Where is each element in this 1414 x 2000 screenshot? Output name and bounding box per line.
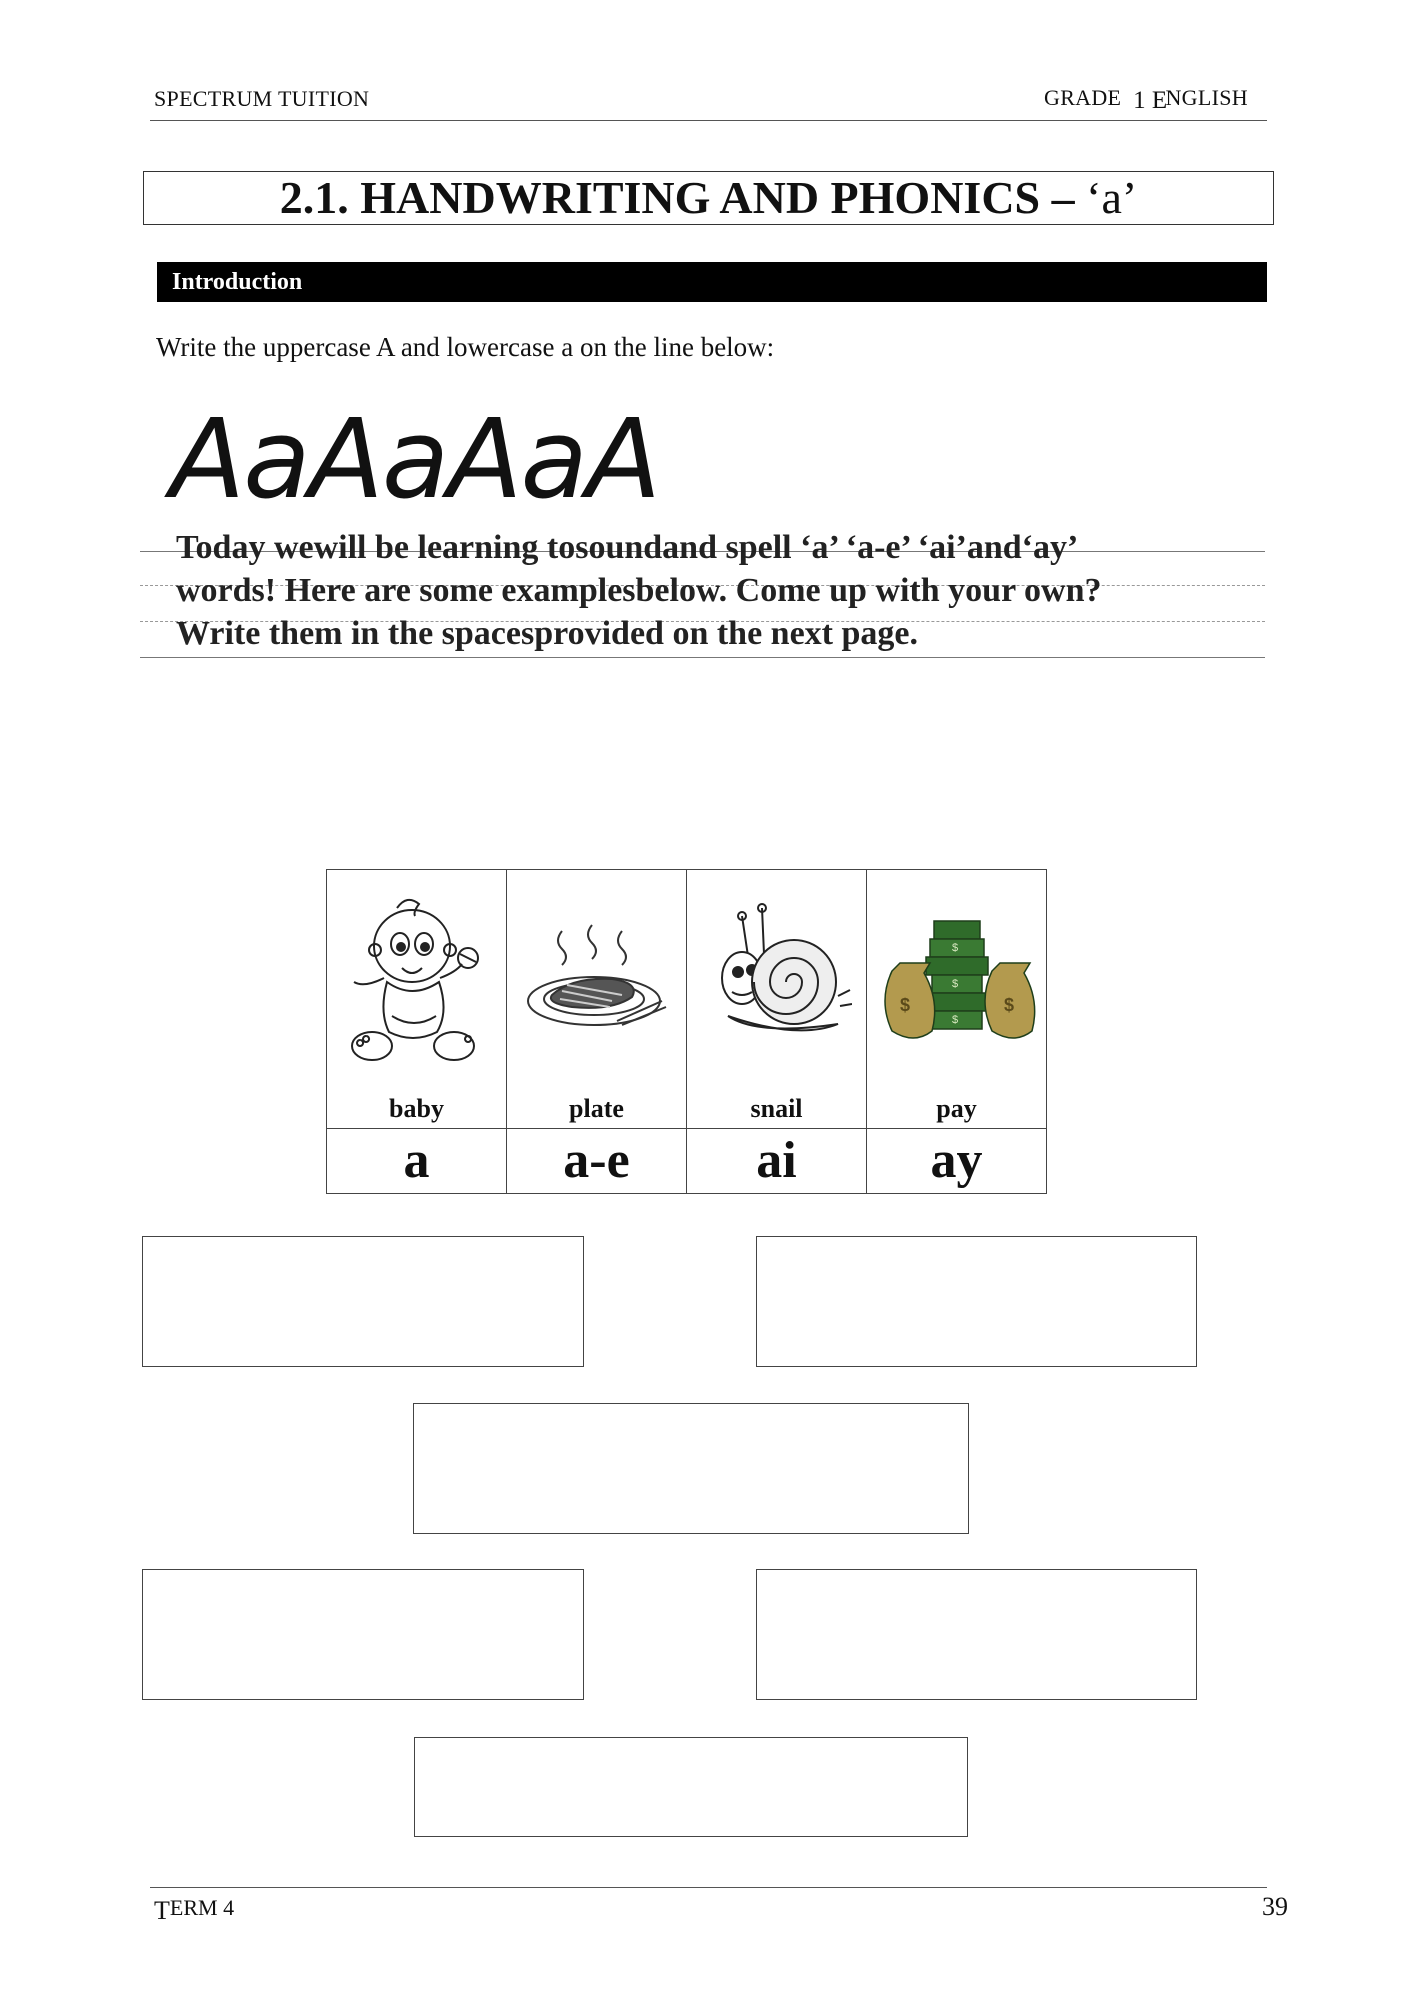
handwriting-instruction: Write the uppercase A and lowercase a on the line below: [156,332,775,362]
header-grade [1044,84,1248,112]
word-label: pay [936,1094,977,1123]
header-school-name: SPECTRUM TUITION [154,86,370,111]
word-cell-baby [327,870,507,1129]
footer-term [154,1892,235,1925]
word-label: baby [389,1094,444,1123]
word-label: plate [569,1094,624,1123]
intro-paragraph-line: words! Here are some examplesbelow. Come up with your own? [176,572,1102,609]
header-subject-rest: NGLISH [1165,85,1248,110]
header-grade-number: 1 [1133,87,1146,114]
sound-cell: ai [687,1129,867,1194]
svg-text:$: $ [951,941,958,954]
intro-paragraph [176,526,1276,655]
answer-box[interactable] [756,1236,1197,1367]
header-rule [150,120,1267,121]
page-title-letter: ‘a’ [1086,172,1138,223]
answer-box[interactable] [756,1569,1197,1700]
baby-icon [327,878,506,1083]
answer-box[interactable] [413,1403,969,1534]
snail-icon [687,878,866,1083]
header-subject-initial: E [1151,87,1168,114]
sound-cell: a-e [507,1129,687,1194]
word-cell-pay [867,870,1047,1129]
svg-text:$: $ [951,977,958,990]
sound-cell: ay [867,1129,1047,1194]
plate-steak-icon [507,878,686,1083]
sound-row [327,1129,1047,1194]
money-bags-icon [867,878,1046,1083]
header-grade-label: GRADE [1044,85,1122,110]
word-label: snail [750,1094,803,1123]
page-title [143,171,1274,225]
guide-line [140,657,1265,658]
svg-text:$: $ [951,1013,958,1026]
answer-box[interactable] [142,1236,584,1367]
answer-box[interactable] [414,1737,968,1837]
footer-term-rest: ERM 4 [169,1895,235,1920]
svg-text:$: $ [899,994,910,1015]
answer-box[interactable] [142,1569,584,1700]
handwriting-sample: AaAaAaA [170,395,660,523]
word-cell-snail [687,870,867,1129]
word-cell-plate [507,870,687,1129]
page-number: 39 [1262,1892,1288,1921]
introduction-heading: Introduction [157,262,1267,302]
phonics-word-table [326,869,1047,1194]
sound-cell: a [327,1129,507,1194]
intro-paragraph-line: Write them in the spacesprovided on the next page. [176,615,919,652]
footer-term-initial: T [154,1896,170,1925]
svg-text:$: $ [1003,994,1014,1015]
picture-row [327,870,1047,1129]
page-title-main: 2.1. HANDWRITING AND PHONICS – [279,172,1087,223]
footer-rule [150,1887,1267,1888]
intro-paragraph-line: Today wewill be learning tosoundand spell ‘a’ ‘a-e’ ‘ai’and‘ay’ [176,529,1079,566]
